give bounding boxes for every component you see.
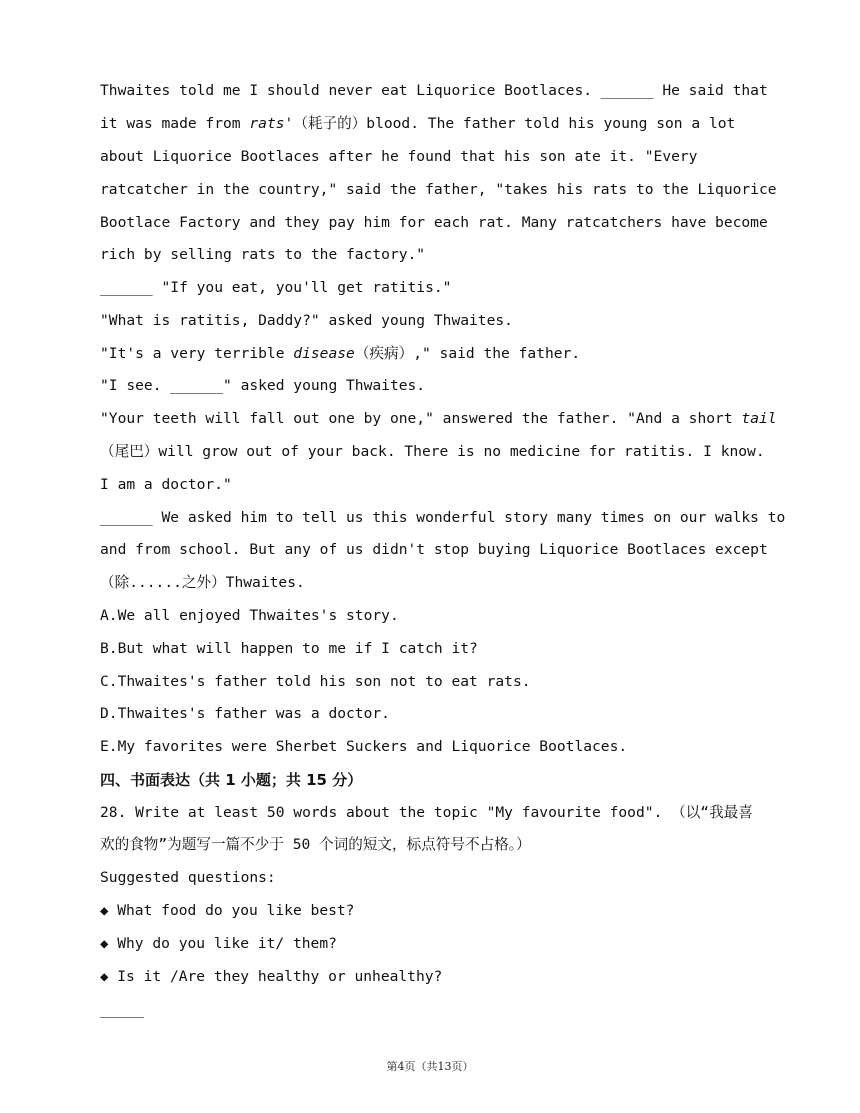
passage-line: "Your teeth will fall out one by one," answered the father. "And a short tail bbox=[100, 410, 777, 427]
passage-line: rich by selling rats to the factory." bbox=[100, 246, 426, 263]
passage-line: Bootlace Factory and they pay him for each rat. Many ratcatchers have become bbox=[100, 214, 768, 231]
passage-line: and from school. But any of us didn't stop buying Liquorice Bootlaces except bbox=[100, 541, 768, 558]
diamond-bullet-icon: ◆ bbox=[100, 903, 109, 919]
option-e: E.My favorites were Sherbet Suckers and Liquorice Bootlaces. bbox=[100, 738, 628, 755]
passage-line: I am a doctor." bbox=[100, 476, 232, 493]
passage-line: （尾巴）will grow out of your back. There is no medicine for ratitis. I know. bbox=[100, 443, 765, 460]
option-a: A.We all enjoyed Thwaites's story. bbox=[100, 607, 399, 624]
passage-line: "It's a very terrible disease（疾病）," said the father. bbox=[100, 345, 581, 362]
passage-line: about Liquorice Bootlaces after he found that his son ate it. "Every bbox=[100, 148, 698, 165]
bullet-item: ◆ Is it /Are they healthy or unhealthy? bbox=[100, 968, 443, 985]
passage-line: ratcatcher in the country," said the father, "takes his rats to the Liquorice bbox=[100, 181, 777, 198]
option-b: B.But what will happen to me if I catch it? bbox=[100, 640, 478, 657]
answer-blank: _____ bbox=[100, 1001, 144, 1018]
option-c: C.Thwaites's father told his son not to eat rats. bbox=[100, 673, 531, 690]
bullet-item: ◆ Why do you like it/ them? bbox=[100, 935, 337, 952]
passage-line: "What is ratitis, Daddy?" asked young Thwaites. bbox=[100, 312, 513, 329]
passage-line: it was made from rats'（耗子的）blood. The father told his young son a lot bbox=[100, 115, 736, 132]
question-prompt: 28. Write at least 50 words about the topic "My favourite food". （以“我最喜 bbox=[100, 804, 753, 821]
diamond-bullet-icon: ◆ bbox=[100, 936, 109, 952]
page-footer: 第4页（共13页） bbox=[386, 1060, 474, 1073]
section-heading: 四、书面表达（共 1 小题；共 15 分） bbox=[100, 771, 363, 789]
passage-line: Thwaites told me I should never eat Liquorice Bootlaces. ______ He said that bbox=[100, 82, 768, 99]
bullet-item: ◆ What food do you like best? bbox=[100, 902, 355, 919]
passage-line: ______ We asked him to tell us this wonderful story many times on our walks to bbox=[100, 509, 786, 526]
suggested-questions-label: Suggested questions: bbox=[100, 869, 276, 886]
option-d: D.Thwaites's father was a doctor. bbox=[100, 705, 390, 722]
diamond-bullet-icon: ◆ bbox=[100, 969, 109, 985]
passage-line: ______ "If you eat, you'll get ratitis." bbox=[100, 279, 452, 296]
passage-line: "I see. ______" asked young Thwaites. bbox=[100, 377, 426, 394]
passage-line: （除......之外）Thwaites. bbox=[100, 574, 305, 591]
question-prompt: 欢的食物”为题写一篇不少于 50 个词的短文，标点符号不占格。） bbox=[100, 836, 531, 853]
